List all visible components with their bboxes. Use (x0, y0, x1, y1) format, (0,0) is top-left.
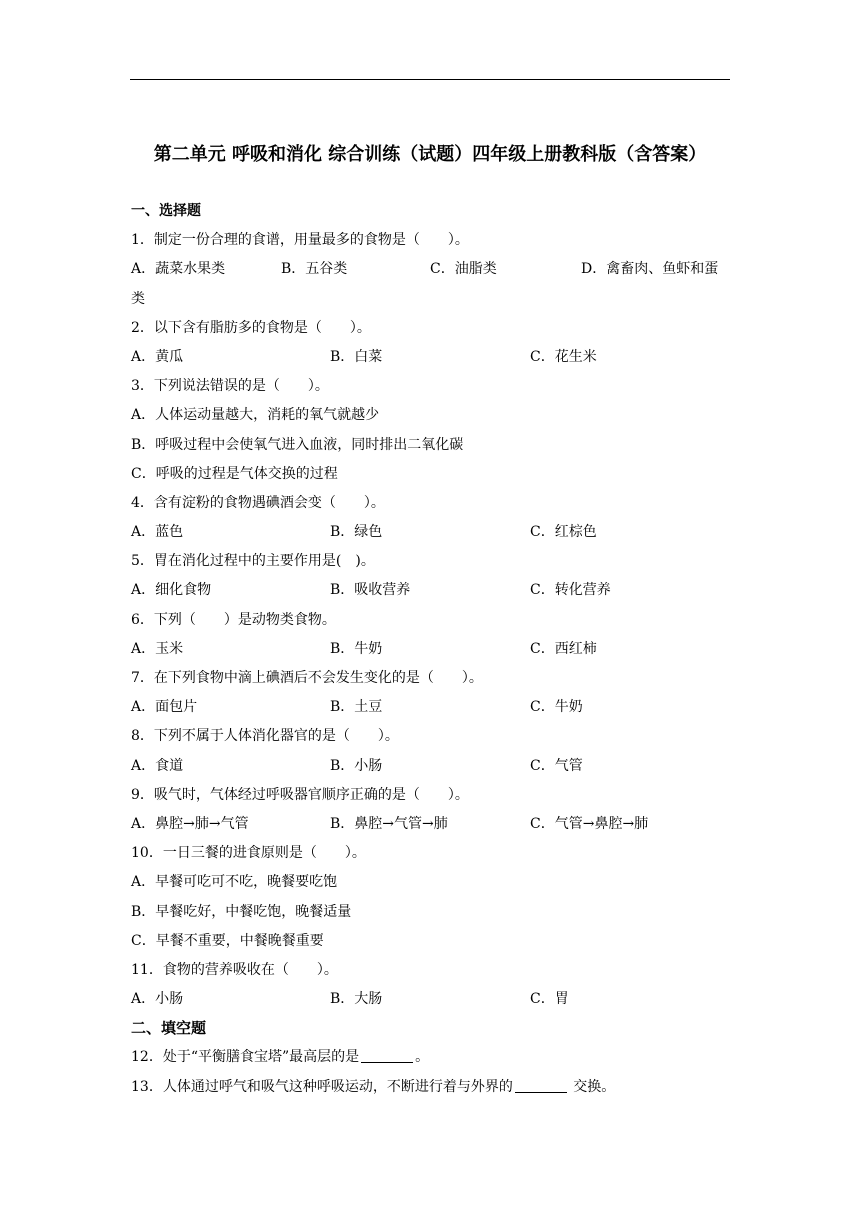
question-text: 13．人体通过呼气和吸气这种呼吸运动，不断进行着与外界的 (131, 1078, 513, 1095)
option-row (131, 518, 731, 547)
option-row (131, 255, 731, 284)
header-rule (130, 79, 730, 80)
question-stem: 1．制定一份合理的食谱，用量最多的食物是（ ）。 (131, 232, 469, 249)
option-c: C．气管 (530, 757, 583, 774)
option-b: B．鼻腔→气管→肺 (330, 815, 448, 832)
option-row (131, 985, 731, 1014)
option-b: B．土豆 (330, 699, 383, 716)
page-title: 第二单元 呼吸和消化 综合训练（试题）四年级上册教科版（含答案） (153, 144, 707, 165)
option-c: C．胃 (530, 991, 569, 1008)
option-b: B．吸收营养 (330, 582, 411, 599)
option-row (131, 635, 731, 664)
option-a: A．鼻腔→肺→气管 (131, 815, 249, 832)
question-stem: 7．在下列食物中滴上碘酒后不会发生变化的是（ ）。 (131, 670, 483, 686)
option-b: B．大肠 (330, 991, 383, 1008)
question-stem: 2．以下含有脂肪多的食物是（ ）。 (131, 319, 371, 336)
option-row (131, 810, 731, 839)
option-row (131, 576, 731, 605)
question-stem: 6．下列（ ）是动物类食物。 (131, 611, 336, 628)
option-a: A．细化食物 (131, 582, 212, 599)
option-a: A．蔬菜水果类 (131, 261, 226, 278)
option-wrap: 类 (131, 290, 145, 307)
option-d: D．禽畜肉、鱼虾和蛋 (581, 261, 719, 278)
question-stem: 8．下列不属于人体消化器官的是（ ）。 (131, 728, 399, 745)
option-a: A．蓝色 (131, 524, 184, 541)
fill-question (131, 1073, 731, 1102)
question-stem: 10．一日三餐的进食原则是（ ）。 (131, 845, 366, 862)
option-row (131, 343, 731, 372)
option-c: C．花生米 (530, 348, 597, 365)
question-text-end: 。 (415, 1049, 430, 1066)
option-b: B．白菜 (330, 348, 383, 365)
option-a: A．面包片 (131, 699, 198, 716)
option-a: A．早餐可吃可不吃，晚餐要吃饱 (131, 874, 338, 891)
option-c: C．油脂类 (430, 261, 497, 278)
option-row (131, 693, 731, 722)
option-c: C．早餐不重要，中餐晚餐重要 (131, 932, 324, 949)
option-c: C．转化营养 (530, 582, 611, 599)
option-b: B．牛奶 (330, 640, 383, 657)
question-stem: 4．含有淀粉的食物遇碘酒会变（ ）。 (131, 494, 385, 511)
option-c: C．红棕色 (530, 524, 597, 541)
question-stem: 3．下列说法错误的是（ ）。 (131, 378, 329, 395)
option-b: B．绿色 (330, 524, 383, 541)
option-c: C．呼吸的过程是气体交换的过程 (131, 465, 338, 482)
option-c: C．西红柿 (530, 640, 597, 657)
option-a: A．小肠 (131, 991, 184, 1008)
section-heading: 一、选择题 (131, 203, 201, 219)
answer-blank[interactable] (361, 1046, 413, 1063)
option-a: A．玉米 (131, 640, 184, 657)
option-a: A．人体运动量越大，消耗的氧气就越少 (131, 407, 380, 424)
option-b: B．早餐吃好，中餐吃饱，晚餐适量 (131, 903, 352, 920)
question-stem: 5．胃在消化过程中的主要作用是( )。 (131, 553, 375, 570)
fill-question (131, 1043, 731, 1072)
question-list (131, 197, 731, 1102)
option-c: C．气管→鼻腔→肺 (530, 815, 649, 832)
option-b: B．五谷类 (281, 261, 348, 278)
question-text: 12．处于“平衡膳食宝塔”最高层的是 (131, 1049, 360, 1066)
option-b: B．呼吸过程中会使氧气进入血液，同时排出二氧化碳 (131, 436, 464, 453)
question-text-end: 交换。 (568, 1078, 616, 1095)
answer-blank[interactable] (515, 1076, 567, 1093)
section-heading: 二、填空题 (131, 1019, 207, 1038)
question-stem: 11．食物的营养吸收在（ ）。 (131, 961, 338, 978)
option-c: C．牛奶 (530, 699, 583, 716)
option-b: B．小肠 (330, 757, 383, 774)
option-a: A．食道 (131, 757, 184, 774)
question-stem: 9．吸气时，气体经过呼吸器官顺序正确的是（ ）。 (131, 786, 469, 803)
option-row (131, 752, 731, 781)
option-a: A．黄瓜 (131, 348, 184, 365)
